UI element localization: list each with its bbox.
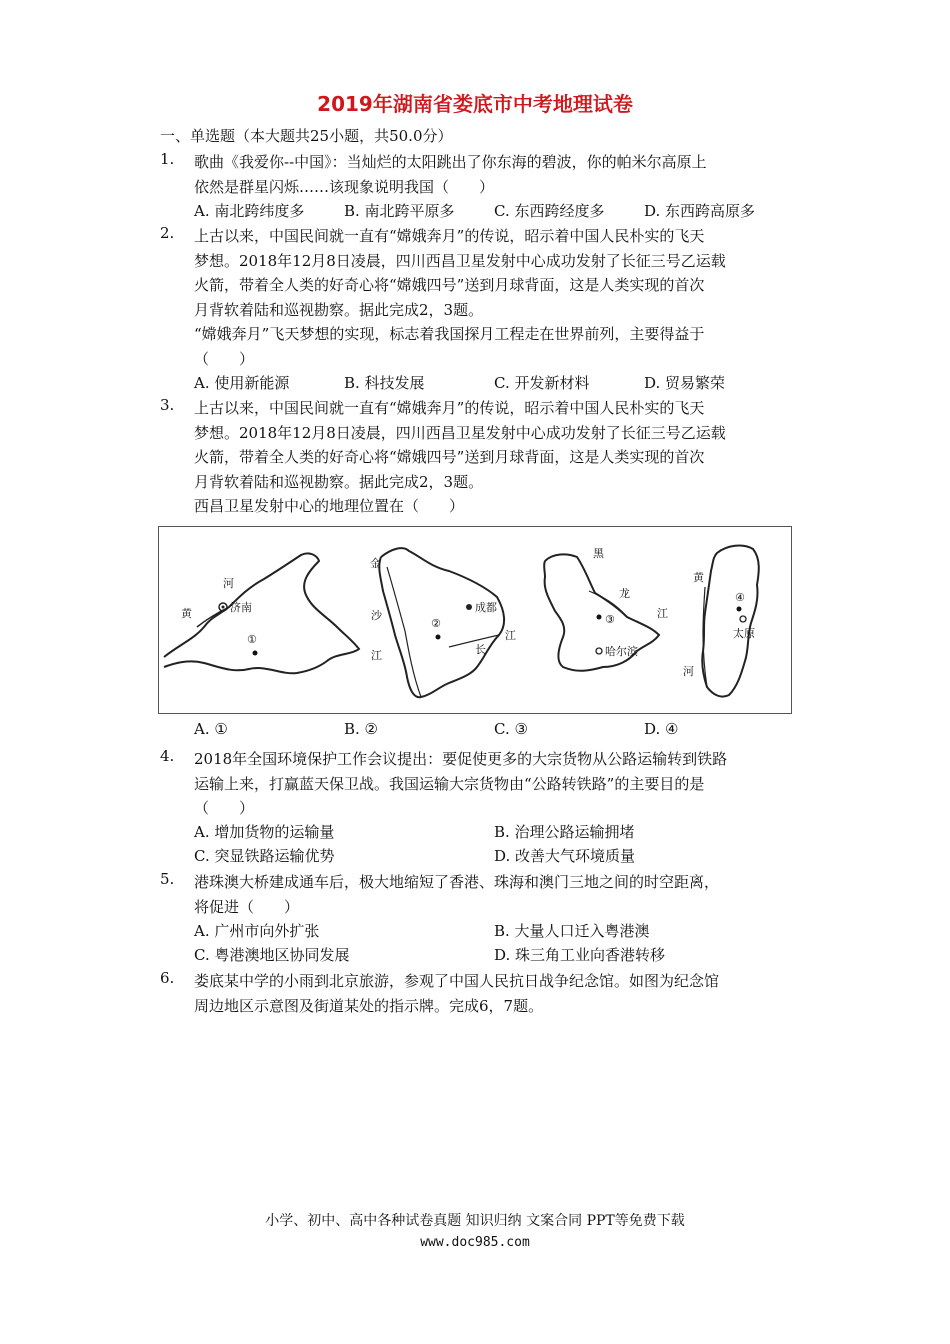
map-label: ① (247, 633, 257, 646)
province-maps-figure (158, 526, 792, 714)
option-a[interactable]: A. 南北跨纬度多 (194, 202, 305, 220)
map-label: ② (431, 617, 441, 630)
map-label: 黄 (181, 607, 192, 620)
map-label: ③ (605, 613, 615, 626)
stem-line: 将促进（ ） (194, 897, 300, 916)
stem-line: 上古以来，中国民间就一直有“嫦娥奔月”的传说，昭示着中国人民朴实的飞天 (194, 399, 705, 417)
stem-line: 上古以来，中国民间就一直有“嫦娥奔月”的传说，昭示着中国人民朴实的飞天 (194, 227, 705, 245)
option-b[interactable]: B. 南北跨平原多 (344, 202, 455, 220)
map-label: 沙 (371, 609, 382, 622)
stem-line: 西昌卫星发射中心的地理位置在（ ） (194, 497, 465, 515)
map-label: 哈尔滨 (605, 645, 638, 658)
stem-line: （ ） (194, 799, 255, 817)
question-stem (194, 870, 794, 919)
stem-line: （ ） (194, 349, 255, 368)
footer-url-link[interactable]: www.doc985.com (420, 1235, 530, 1250)
stem-line: 歌曲《我爱你--中国》：当灿烂的太阳跳出了你东海的碧波，你的帕米尔高原上 (194, 153, 707, 171)
stem-line: 火箭，带着全人类的好奇心将“嫦娥四号”送到月球背面，这是人类实现的首次 (194, 448, 705, 466)
stem-line: 月背软着陆和巡视勘察。据此完成2，3题。 (194, 472, 484, 491)
city-marker-icon (596, 648, 602, 654)
option-b[interactable]: B. 治理公路运输拥堵 (494, 823, 635, 841)
map-label: ④ (735, 591, 745, 604)
question-number: 1. (160, 150, 175, 168)
map-label: 济南 (230, 601, 252, 614)
option-d[interactable]: D. 东西跨高原多 (644, 202, 756, 220)
stem-line: 月背软着陆和巡视勘察。据此完成2，3题。 (194, 300, 484, 319)
options-row (194, 720, 794, 744)
footer-text: 小学、初中、高中各种试卷真题 知识归纳 文案合同 PPT等免费下载 (265, 1213, 685, 1229)
options-row (194, 200, 794, 224)
option-b[interactable]: B. 科技发展 (344, 374, 425, 392)
map-label: 江 (371, 649, 382, 662)
map-label: 龙 (619, 587, 630, 600)
option-a[interactable]: A. 使用新能源 (194, 374, 290, 392)
stem-line: 周边地区示意图及街道某处的指示牌。完成6，7题。 (194, 996, 544, 1015)
stem-line: 港珠澳大桥建成通车后，极大地缩短了香港、珠海和澳门三地之间的时空距离， (194, 873, 720, 891)
question-number: 2. (160, 224, 175, 242)
option-d[interactable]: D. 珠三角工业向香港转移 (494, 946, 666, 964)
question-number: 6. (160, 969, 175, 987)
stem-line: 火箭，带着全人类的好奇心将“嫦娥四号”送到月球背面，这是人类实现的首次 (194, 276, 705, 294)
location-dot-icon (737, 607, 742, 612)
option-b[interactable]: B. ② (344, 720, 379, 738)
location-dot-icon (436, 635, 441, 640)
option-d[interactable]: D. ④ (644, 720, 679, 738)
map-label: 金 (370, 557, 381, 570)
option-d[interactable]: D. 贸易繁荣 (644, 374, 726, 392)
option-a[interactable]: A. 增加货物的运输量 (194, 823, 335, 841)
map-label: 黑 (593, 547, 604, 560)
city-marker-icon (466, 604, 472, 610)
option-b[interactable]: B. 大量人口迁入粤港澳 (494, 922, 650, 940)
stem-line: 依然是群星闪烁……该现象说明我国（ ） (194, 177, 495, 196)
map-panel-2 (370, 548, 516, 697)
map-label: 河 (223, 577, 234, 590)
question-stem (194, 969, 794, 1018)
map-panel-1 (164, 553, 359, 673)
question-number: 5. (160, 870, 175, 888)
map-label: 太原 (733, 627, 755, 640)
page-footer (0, 1211, 950, 1253)
map-panel-4 (683, 546, 759, 697)
city-marker-icon (740, 616, 746, 622)
option-c[interactable]: C. 开发新材料 (494, 374, 590, 392)
location-dot-icon (597, 615, 602, 620)
options-row (194, 920, 794, 944)
options-row (194, 821, 794, 845)
option-a[interactable]: A. 广州市向外扩张 (194, 922, 320, 940)
question-stem (194, 396, 794, 519)
option-c[interactable]: C. 突显铁路运输优势 (194, 847, 335, 865)
options-row (194, 845, 794, 869)
option-c[interactable]: C. 东西跨经度多 (494, 202, 605, 220)
map-label: 黄 (693, 571, 704, 584)
map-label: 成都 (475, 601, 497, 614)
stem-line: 娄底某中学的小雨到北京旅游，参观了中国人民抗日战争纪念馆。如图为纪念馆 (194, 972, 720, 990)
stem-line: 2018年全国环境保护工作会议提出：要促使更多的大宗货物从公路运输转到铁路 (194, 750, 728, 768)
question-stem (194, 224, 794, 371)
options-row (194, 372, 794, 396)
stem-line: 梦想。2018年12月8日凌晨，四川西昌卫星发射中心成功发射了长征三号乙运载 (194, 251, 726, 270)
stem-line: 梦想。2018年12月8日凌晨，四川西昌卫星发射中心成功发射了长征三号乙运载 (194, 423, 726, 442)
option-d[interactable]: D. 改善大气环境质量 (494, 847, 636, 865)
option-a[interactable]: A. ① (194, 720, 228, 738)
exam-title: 2019年湖南省娄底市中考地理试卷 (317, 92, 633, 116)
options-row (194, 944, 794, 968)
stem-line: 运输上来，打赢蓝天保卫战。我国运输大宗货物由“公路转铁路”的主要目的是 (194, 774, 705, 793)
map-label: 江 (505, 629, 516, 642)
map-label: 河 (683, 665, 694, 678)
option-c[interactable]: C. 粤港澳地区协同发展 (194, 946, 350, 964)
option-c[interactable]: C. ③ (494, 720, 528, 738)
map-label: 江 (657, 607, 668, 620)
map-panel-3 (544, 547, 668, 671)
question-stem (194, 150, 794, 199)
map-label: 长 (475, 643, 486, 656)
question-number: 3. (160, 396, 175, 414)
location-dot-icon (253, 651, 258, 656)
section-heading: 一、单选题（本大题共25小题，共50.0分） (160, 127, 453, 145)
stem-line: “嫦娥奔月”飞天梦想的实现，标志着我国探月工程走在世界前列，主要得益于 (194, 325, 705, 343)
question-number: 4. (160, 747, 175, 765)
city-marker-icon (222, 606, 225, 609)
question-stem (194, 747, 794, 821)
